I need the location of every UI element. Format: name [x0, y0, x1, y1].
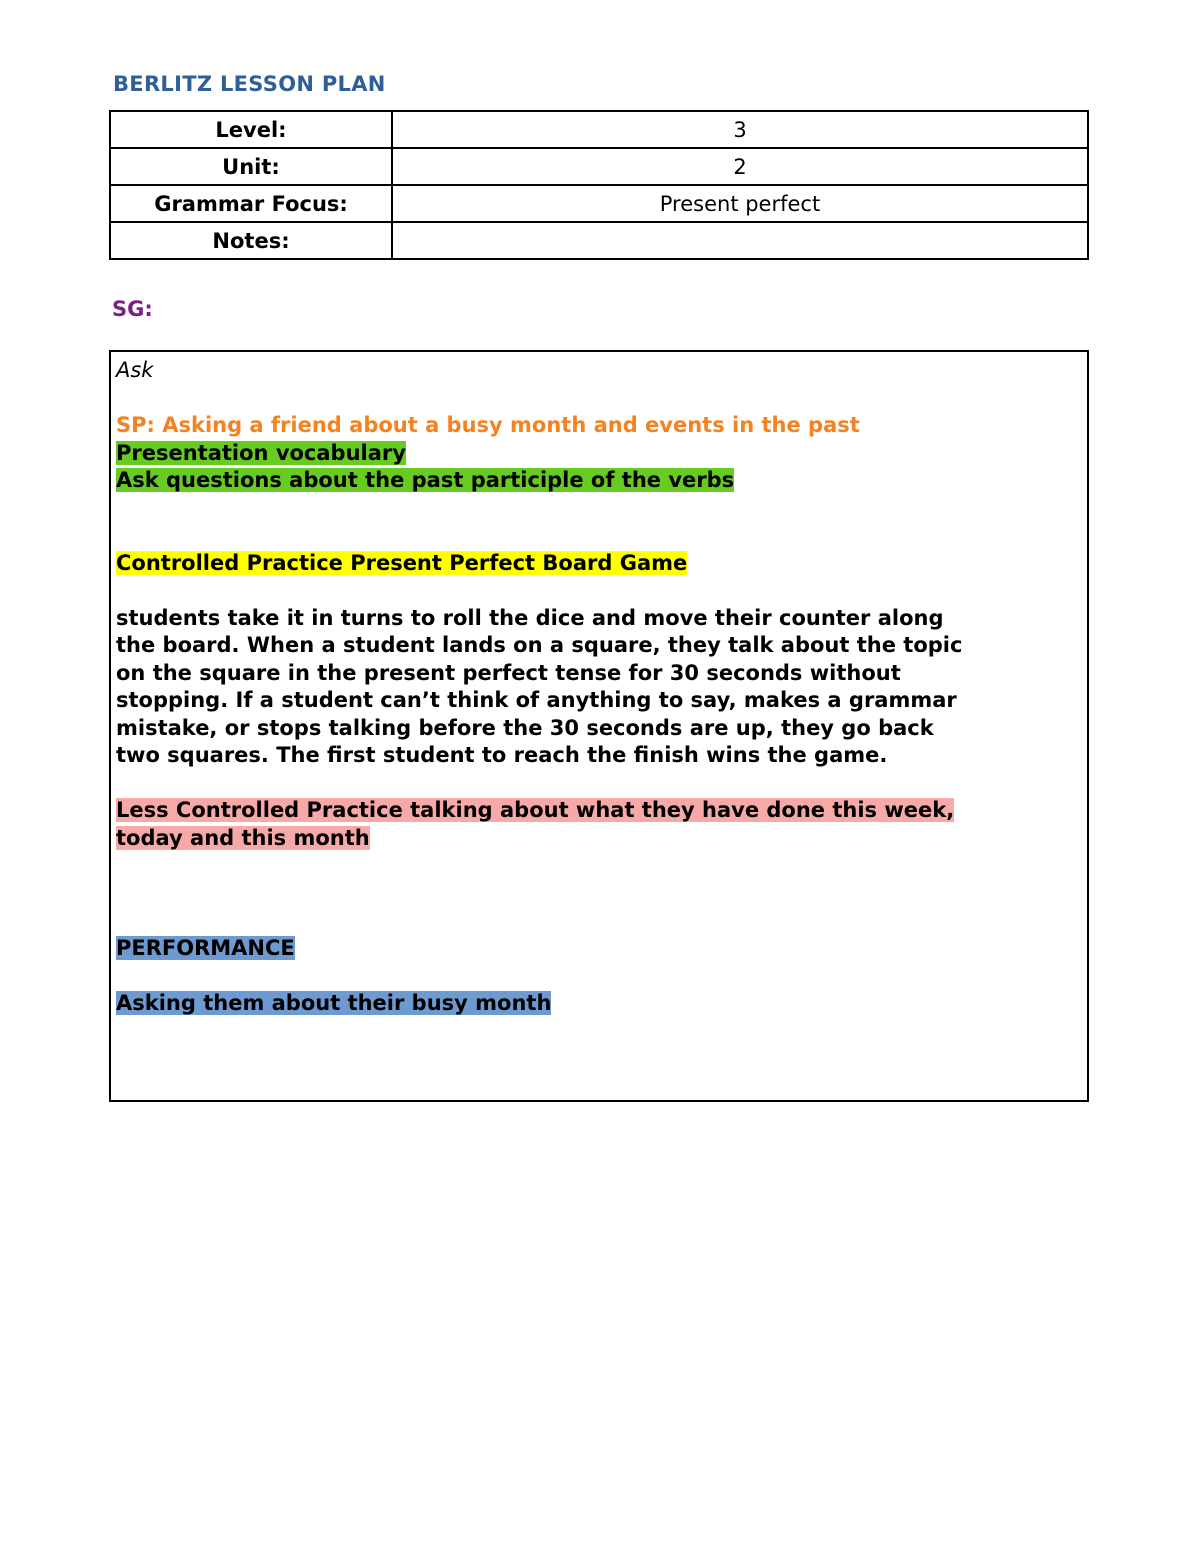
- controlled-practice-title: Controlled Practice Present Perfect Board Game: [116, 550, 688, 575]
- spacer: [116, 495, 1076, 523]
- controlled-practice-line: students take it in turns to roll the dice and move their counter along: [116, 605, 944, 630]
- sg-label: SG:: [112, 297, 153, 321]
- grammar-focus-value: Present perfect: [392, 185, 1088, 222]
- level-value: 3: [392, 111, 1088, 148]
- spacer: [116, 880, 1076, 908]
- lesson-plan-content: [116, 357, 1076, 1017]
- table-row: [110, 222, 1088, 259]
- spacer: [116, 522, 1076, 550]
- lesson-info-table: [109, 110, 1089, 260]
- level-label: Level:: [110, 111, 392, 148]
- lesson-plan-box: [109, 350, 1089, 1102]
- controlled-practice-line: the board. When a student lands on a square, they talk about the topic: [116, 633, 963, 657]
- controlled-practice-line: stopping. If a student can’t think of anything to say, makes a grammar: [116, 688, 957, 712]
- notes-value: [392, 222, 1088, 259]
- spacer: [116, 770, 1076, 798]
- table-row: [110, 185, 1088, 222]
- spacer: [116, 907, 1076, 935]
- document-title: BERLITZ LESSON PLAN: [113, 72, 386, 96]
- grammar-focus-label: Grammar Focus:: [110, 185, 392, 222]
- spacer: [116, 852, 1076, 880]
- table-row: [110, 148, 1088, 185]
- controlled-practice-line: on the square in the present perfect tense for 30 seconds without: [116, 660, 901, 685]
- notes-label: Notes:: [110, 222, 392, 259]
- spacer: [116, 577, 1076, 605]
- presentation-vocabulary: Presentation vocabulary: [116, 440, 406, 465]
- sp-objective: SP: Asking a friend about a busy month and events in the past: [116, 413, 860, 437]
- performance-title: PERFORMANCE: [116, 935, 295, 960]
- unit-label: Unit:: [110, 148, 392, 185]
- less-controlled-practice: Less Controlled Practice talking about what they have done this week,: [116, 798, 955, 822]
- controlled-practice-line: mistake, or stops talking before the 30 seconds are up, they go back: [116, 715, 934, 740]
- unit-value: 2: [392, 148, 1088, 185]
- ask-text: Ask: [116, 358, 154, 382]
- spacer: [116, 385, 1076, 413]
- performance-task: Asking them about their busy month: [116, 990, 552, 1015]
- presentation-questions: Ask questions about the past participle of the verbs: [116, 468, 735, 492]
- spacer: [116, 962, 1076, 990]
- table-row: [110, 111, 1088, 148]
- controlled-practice-line: two squares. The first student to reach the finish wins the game.: [116, 743, 888, 767]
- less-controlled-practice: today and this month: [116, 825, 370, 850]
